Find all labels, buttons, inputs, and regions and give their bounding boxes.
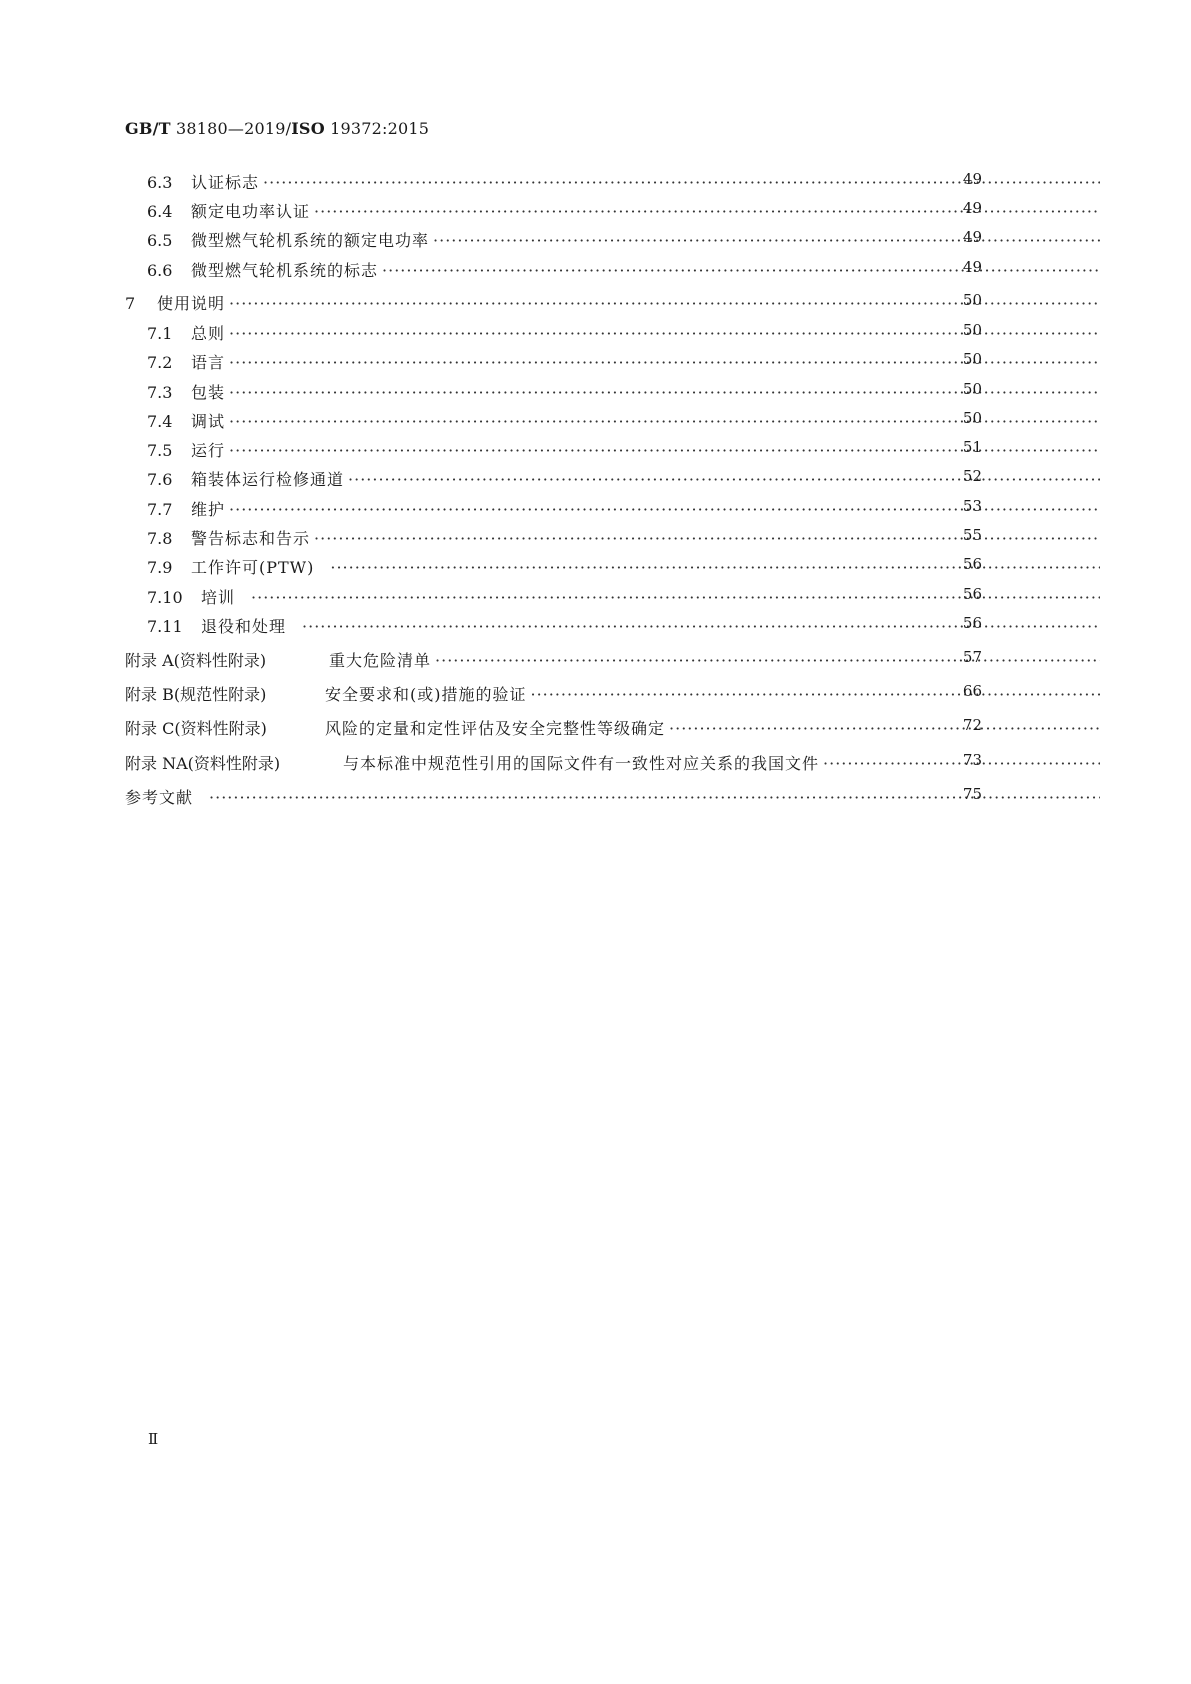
toc-entry[interactable] bbox=[0, 258, 1106, 282]
toc-entry-bibliography[interactable] bbox=[0, 785, 1106, 809]
toc-number: 6.6 bbox=[147, 261, 173, 280]
toc-page: 56 bbox=[962, 555, 982, 573]
toc-page: 55 bbox=[962, 526, 982, 544]
toc-number: 附录 A(资料性附录) bbox=[125, 651, 267, 670]
toc-entry-annex[interactable] bbox=[0, 716, 1106, 740]
toc-number: 7.8 bbox=[147, 529, 173, 548]
toc-title: 微型燃气轮机系统的标志 bbox=[191, 261, 379, 280]
toc-page: 50 bbox=[962, 291, 982, 309]
toc-entry-annex[interactable] bbox=[0, 648, 1106, 672]
toc-entry[interactable] bbox=[0, 526, 1106, 550]
toc-title: 包装 bbox=[191, 383, 226, 402]
toc-entry[interactable] bbox=[0, 350, 1106, 374]
toc-title: 总则 bbox=[191, 324, 226, 343]
toc-entry[interactable] bbox=[0, 467, 1106, 491]
toc-title: 警告标志和告示 bbox=[191, 529, 311, 548]
toc-page: 49 bbox=[962, 199, 982, 217]
toc-number: 6.4 bbox=[147, 202, 173, 221]
toc-number: 7.3 bbox=[147, 383, 173, 402]
toc-entry-annex[interactable] bbox=[0, 682, 1106, 706]
toc-entry[interactable] bbox=[0, 409, 1106, 433]
toc-title: 调试 bbox=[191, 412, 226, 431]
toc-title: 安全要求和(或)措施的验证 bbox=[325, 685, 527, 704]
toc-entry-annex[interactable] bbox=[0, 751, 1106, 775]
toc-number: 7 bbox=[125, 294, 136, 313]
toc-title: 微型燃气轮机系统的额定电功率 bbox=[191, 231, 430, 250]
toc-leader bbox=[348, 470, 1100, 489]
toc-page: 56 bbox=[962, 614, 982, 632]
toc-page: 53 bbox=[962, 497, 982, 515]
toc-number: 7.11 bbox=[147, 617, 183, 636]
toc-number: 7.1 bbox=[147, 324, 173, 343]
toc-title: 维护 bbox=[191, 500, 226, 519]
toc-title: 培训 bbox=[201, 588, 236, 607]
toc-number: 附录 B(规范性附录) bbox=[125, 685, 267, 704]
toc-entry[interactable] bbox=[0, 380, 1106, 404]
toc-page: 51 bbox=[962, 438, 982, 456]
toc-leader bbox=[669, 719, 1100, 738]
toc-page: 49 bbox=[962, 170, 982, 188]
toc-number: 附录 C(资料性附录) bbox=[125, 719, 267, 738]
toc-entry[interactable] bbox=[0, 228, 1106, 252]
toc-page: 50 bbox=[962, 409, 982, 427]
iso-number: 19372:2015 bbox=[324, 119, 430, 138]
toc-title: 认证标志 bbox=[191, 173, 260, 192]
toc-number: 7.4 bbox=[147, 412, 173, 431]
toc-entry[interactable] bbox=[0, 585, 1106, 609]
toc-page: 50 bbox=[962, 350, 982, 368]
toc-number: 7.7 bbox=[147, 500, 173, 519]
toc-number: 7.5 bbox=[147, 441, 173, 460]
toc-leader bbox=[435, 651, 1100, 670]
toc-entry[interactable] bbox=[0, 170, 1106, 194]
document-header bbox=[125, 119, 429, 138]
toc-page: 75 bbox=[962, 785, 982, 803]
toc-page: 57 bbox=[962, 648, 982, 666]
toc-page: 66 bbox=[962, 682, 982, 700]
toc-leader bbox=[433, 231, 1100, 250]
toc-title: 运行 bbox=[191, 441, 226, 460]
toc-page: 52 bbox=[962, 467, 982, 485]
toc-page: 73 bbox=[962, 751, 982, 769]
toc-title: 工作许可(PTW) bbox=[191, 558, 315, 577]
toc-title: 退役和处理 bbox=[201, 617, 287, 636]
standard-number: 38180—2019/ bbox=[170, 119, 292, 138]
toc-leader bbox=[531, 685, 1101, 704]
toc-entry[interactable] bbox=[0, 497, 1106, 521]
toc-entry[interactable] bbox=[0, 555, 1106, 579]
toc-entry[interactable] bbox=[0, 321, 1106, 345]
toc-title: 重大危险清单 bbox=[329, 651, 432, 670]
toc-number: 7.9 bbox=[147, 558, 173, 577]
toc-page: 50 bbox=[962, 321, 982, 339]
toc-number: 7.10 bbox=[147, 588, 183, 607]
toc-number: 7.2 bbox=[147, 353, 173, 372]
toc-title: 与本标准中规范性引用的国际文件有一致性对应关系的我国文件 bbox=[343, 754, 820, 773]
toc-page: 56 bbox=[962, 585, 982, 603]
standard-code: GB/T bbox=[125, 119, 171, 138]
toc-number: 6.5 bbox=[147, 231, 173, 250]
iso-code: ISO bbox=[291, 119, 325, 138]
toc-title: 箱装体运行检修通道 bbox=[191, 470, 345, 489]
toc-entry[interactable] bbox=[0, 614, 1106, 638]
toc-leader bbox=[330, 558, 1100, 577]
toc-leader bbox=[382, 261, 1100, 280]
toc-number: 6.3 bbox=[147, 173, 173, 192]
toc-leader bbox=[314, 529, 1100, 548]
toc-leader bbox=[314, 202, 1100, 221]
toc-entry[interactable] bbox=[0, 199, 1106, 223]
page-number: Ⅱ bbox=[148, 1430, 159, 1448]
toc-page: 49 bbox=[962, 228, 982, 246]
toc-entry[interactable] bbox=[0, 291, 1106, 315]
toc-page: 50 bbox=[962, 380, 982, 398]
toc-number: 附录 NA(资料性附录) bbox=[125, 754, 281, 773]
toc-title: 风险的定量和定性评估及安全完整性等级确定 bbox=[325, 719, 666, 738]
toc-number: 参考文献 bbox=[125, 788, 194, 807]
toc-title: 额定电功率认证 bbox=[191, 202, 311, 221]
toc-page: 72 bbox=[962, 716, 982, 734]
toc-page: 49 bbox=[962, 258, 982, 276]
toc-number: 7.6 bbox=[147, 470, 173, 489]
toc-title: 使用说明 bbox=[157, 294, 226, 313]
toc-entry[interactable] bbox=[0, 438, 1106, 462]
toc-title: 语言 bbox=[191, 353, 226, 372]
